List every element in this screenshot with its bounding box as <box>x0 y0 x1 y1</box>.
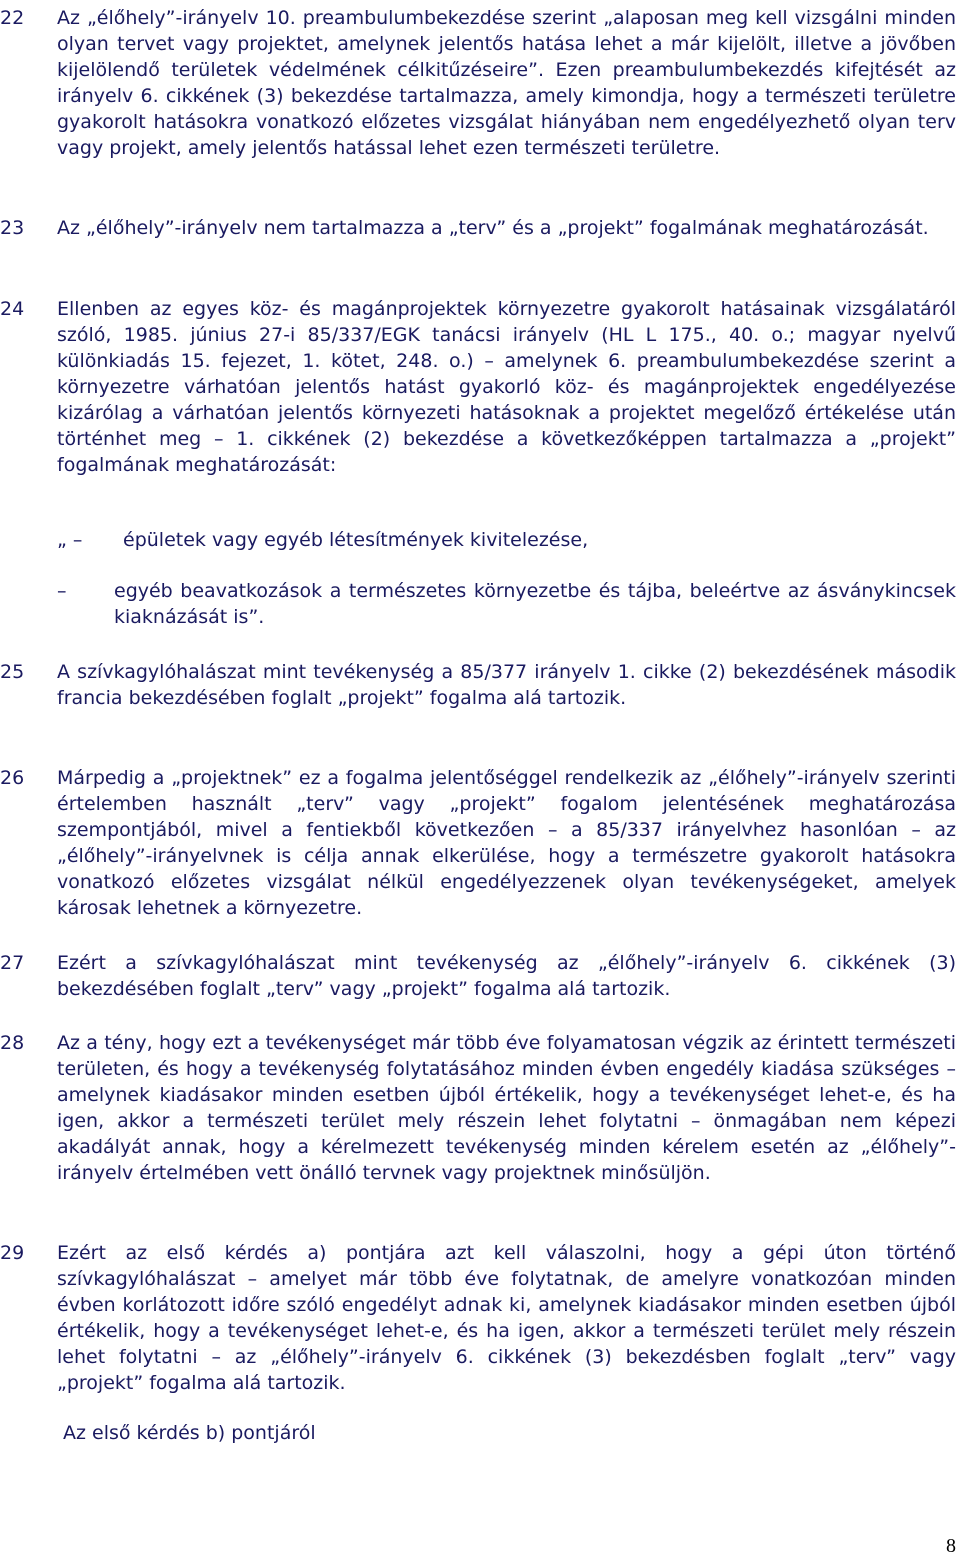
paragraph-23 <box>0 215 956 241</box>
bullet-item-1 <box>57 527 956 553</box>
paragraph-text: Az „élőhely”-irányelv nem tartalmazza a „terv” és a „projekt” fogalmának meghatározását. <box>57 217 929 239</box>
paragraph-number: 26 <box>0 767 25 789</box>
bullet-dash: „ – <box>57 529 83 551</box>
paragraph-text: Az „élőhely”-irányelv 10. preambulumbekezdése szerint „alaposan meg kell vizsgálni minden olyan tervet vagy projektet, amelynek jelentős hatása lehet a már kijelölt, illetve a jövőben kijelölendő területek védelmének célkitűzéseire”. Ezen preambulumbekezdés kifejtését az irányelv 6. cikkének (3) bekezdése tartalmazza, amely kimondja, hogy a természeti területre gyakorolt hatásokra vonatkozó előzetes vizsgálat hiányában nem engedélyezhető olyan terv vagy projekt, amely jelentős hatással lehet ezen természeti területre. <box>57 7 956 159</box>
paragraph-number: 24 <box>0 298 25 320</box>
paragraph-number: 23 <box>0 217 25 239</box>
paragraph-22 <box>0 5 956 161</box>
paragraph-text: Márpedig a „projektnek” ez a fogalma jelentőséggel rendelkezik az „élőhely”-irányelv szerinti értelemben használt „terv” vagy „projekt” fogalom jelentésének meghatározása szempontjából, mivel a fentiekből következően – a 85/337 irányelvhez hasonlóan – az „élőhely”-irányelvnek is célja annak elkerülése, hogy a természetre gyakorolt hatásokra vonatkozó előzetes vizsgálat nélkül engedélyezzenek olyan tevékenységeket, amelyek károsak lehetnek a környezetre. <box>57 767 956 919</box>
paragraph-number: 28 <box>0 1032 25 1054</box>
bullet-text: egyéb beavatkozások a természetes környezetbe és tájba, beleértve az ásványkincsek kiaknázását is”. <box>114 580 956 628</box>
bullet-item-2 <box>57 578 956 630</box>
paragraph-text: Ezért az első kérdés a) pontjára azt kell válaszolni, hogy a gépi úton történő szívkagylóhalászat – amelyet már több éve folytatnak, de amelyre vonatkozóan minden évben korlátozott időre szóló engedélyt adnak ki, amelynek kiadásakor minden esetben újból értékelik, hogy a tevékenységet lehet-e, és ha igen, akkor a természeti terület mely részein lehet folytatni – az „élőhely”-irányelv 6. cikkének (3) bekezdésben foglalt „terv” vagy „projekt” fogalma alá tartozik. <box>57 1242 956 1394</box>
paragraph-text: A szívkagylóhalászat mint tevékenység a 85/377 irányelv 1. cikke (2) bekezdésének második francia bekezdésében foglalt „projekt” fogalma alá tartozik. <box>57 661 956 709</box>
paragraph-29 <box>0 1240 956 1396</box>
paragraph-24 <box>0 296 956 478</box>
paragraph-text: Ellenben az egyes köz- és magánprojektek környezetre gyakorolt hatásainak vizsgálatáról szóló, 1985. június 27-i 85/337/EGK tanácsi irányelv (HL L 175., 40. o.; magyar nyelvű különkiadás 15. fejezet, 1. kötet, 248. o.) – amelynek 6. preambulumbekezdése szerint a környezetre várhatóan jelentős hatást gyakorló köz- és magánprojektek engedélyezése kizárólag a várhatóan jelentős környezeti hatásoknak a projektet megelőző értékelése után történhet meg – 1. cikkének (2) bekezdése a következőképpen tartalmazza a „projekt” fogalmának meghatározását: <box>57 298 956 476</box>
paragraph-number: 29 <box>0 1242 25 1264</box>
paragraph-28 <box>0 1030 956 1186</box>
paragraph-text: Ezért a szívkagylóhalászat mint tevékenység az „élőhely”-irányelv 6. cikkének (3) bekezdésében foglalt „terv” vagy „projekt” fogalma alá tartozik. <box>57 952 956 1000</box>
page-number: 8 <box>946 1535 956 1557</box>
paragraph-25 <box>0 659 956 711</box>
bullet-dash: – <box>57 580 67 602</box>
paragraph-26 <box>0 765 956 921</box>
bullet-text: épületek vagy egyéb létesítmények kivitelezése, <box>123 529 589 551</box>
paragraph-text: Az a tény, hogy ezt a tevékenységet már több éve folyamatosan végzik az érintett természeti területen, és hogy a tevékenység folytatásához minden évben engedély kiadása szükséges – amelynek kiadásakor minden esetben újból értékelik, hogy a tevékenységet lehet-e, és ha igen, akkor a természeti terület mely részein lehet folytatni – önmagában nem képezi akadályát annak, hogy a kérelmezett tevékenység minden kérelem esetén az „élőhely”-irányelv értelmében vett önálló tervnek vagy projektnek minősüljön. <box>57 1032 956 1184</box>
paragraph-number: 25 <box>0 661 25 683</box>
section-subheading: Az első kérdés b) pontjáról <box>63 1422 316 1444</box>
paragraph-27 <box>0 950 956 1002</box>
paragraph-number: 22 <box>0 7 25 29</box>
paragraph-number: 27 <box>0 952 25 974</box>
